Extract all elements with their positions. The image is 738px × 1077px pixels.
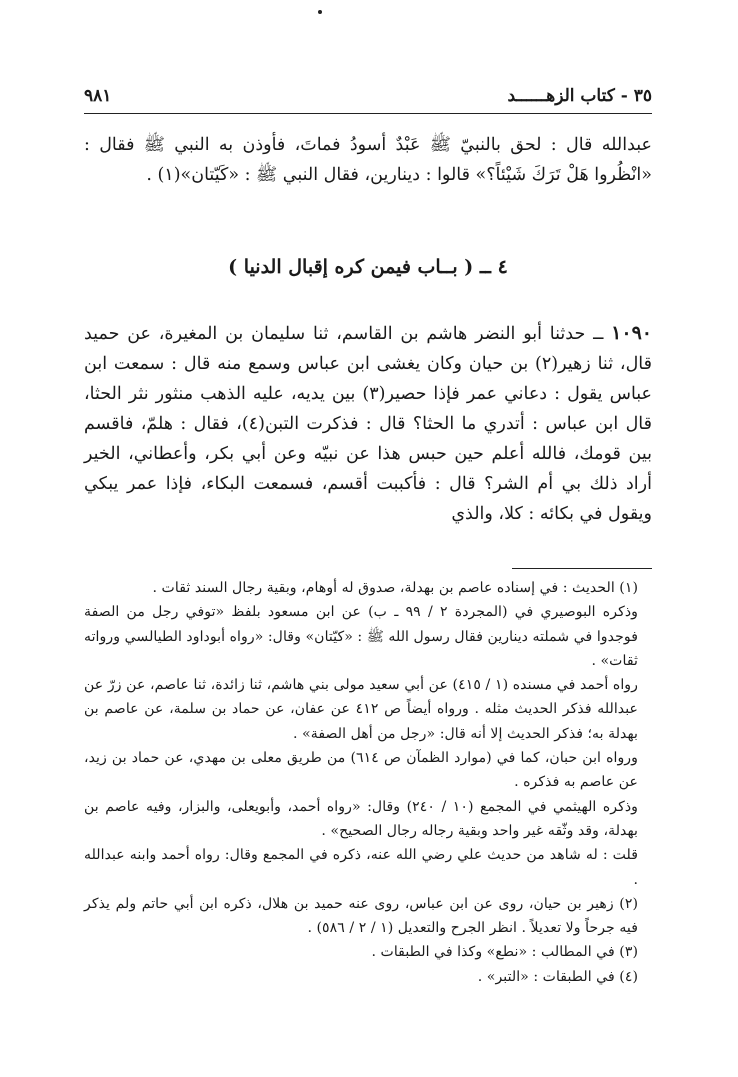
footnote-separator: [512, 568, 652, 569]
footnote-1-note-shahid: قلت : له شاهد من حديث علي رضي الله عنه، ذكره في المجمع وقال: رواه أحمد وابنه عبدالله .: [84, 847, 638, 888]
running-head: ٣٥ - كتاب الزهــــــد: [507, 86, 652, 106]
page-number: ٩٨١: [84, 86, 112, 106]
footnote-1-note-busiri: وذكره البوصيري في (المجردة ٢ / ٩٩ ـ ب) عن ابن مسعود بلفظ «توفي رجل من الصفة فوجدوا في شملته دينارين فقال رسول الله ﷺ : «كيّتان» وقال: «رواه أبوداود الطيالسي ورواته ثقات» .: [84, 604, 638, 669]
footnotes: [84, 576, 652, 989]
header-rule: [84, 113, 652, 114]
hadith-text: ــ حدثنا أبو النضر هاشم بن القاسم، ثنا سليمان بن المغيرة، عن حميد قال، ثنا زهير(٢) بن حيان وكان يغشى ابن عباس وسمع منه قال : سمعت ابن عباس يقول : دعاني عمر فإذا حصير(٣) بين يديه، عليه الذهب منثور نثر الحثا، قال ابن عباس : أتدري ما الحثا؟ قال : فذكرت التبن(٤)، فقال : هلمّ، فاقسم بين قومك، فالله أعلم حين حبس هذا عن نبيّه وعن أبي بكر، وأعطاني، الخير أراد ذلك بي أم الشر؟ قال : فأكببت أقسم، فسمعت البكاء، فإذا عمر يبكي ويقول في بكائه : كلا، والذي: [84, 324, 652, 524]
page-header: [84, 86, 652, 112]
page-mark: [318, 10, 322, 14]
footnote-2: (٢) زهير بن حيان، روى عن ابن عباس، روى عنه حميد بن هلال، ذكره ابن أبي حاتم ولم يذكر فيه جرحاً ولا تعديلاً . انظر الجرح والتعديل (١ / ٢ / ٥٨٦) .: [84, 895, 638, 937]
footnote-3: (٣) في المطالب : «نطع» وكذا في الطبقات .: [371, 944, 638, 961]
footnote-1-note-haythami: وذكره الهيثمي في المجمع (١٠ / ٢٤٠) وقال: «رواه أحمد، وأبويعلى، والبزار، وفيه عاصم بن بهدلة، وقد وثّقه غير واحد وبقية رجاله رجال الصحيح» .: [84, 798, 638, 839]
footnote-1-note-ibn-hibban: ورواه ابن حبان، كما في (موارد الظمآن ص ٦١٤) من طريق معلى بن مهدي، عن حماد بن زيد، عن عاصم به فذكره .: [84, 750, 638, 791]
chapter-heading: ٤ ــ ( بــاب فيمن كره إقبال الدنيا ): [228, 256, 508, 278]
footnote-1-note-ahmad: رواه أحمد في مسنده (١ / ٤١٥) عن أبي سعيد مولى بني هاشم، ثنا زائدة، ثنا عاصم، عن زرّ عن عبدالله فذكر الحديث مثله . ورواه أيضاً ص ٤١٢ عن عفان، عن حماد بن سلمة، عن عاصم بن بهدلة به؛ فذكر الحديث إلا أنه قال: «رجل من أهل الصفة» .: [84, 677, 638, 742]
footnote-4: (٤) في الطبقات : «التبر» .: [477, 968, 638, 985]
footnote-1: (١) الحديث : في إسناده عاصم بن بهدلة، صدوق له أوهام، وبقية رجال السند ثقات .: [152, 580, 638, 596]
continued-paragraph: عبدالله قال : لحق بالنبيّ ﷺ عَبْدٌ أسودُ فماتَ، فأوذن به النبي ﷺ فقال : «انْظُروا هَلْ تَرَكَ شَيْئاً؟» قالوا : دينارين، فقال النبي ﷺ : «كَيّتان»(١) .: [84, 135, 652, 185]
hadith-number: ١٠٩٠: [611, 322, 652, 344]
hadith-paragraph: [84, 318, 652, 529]
